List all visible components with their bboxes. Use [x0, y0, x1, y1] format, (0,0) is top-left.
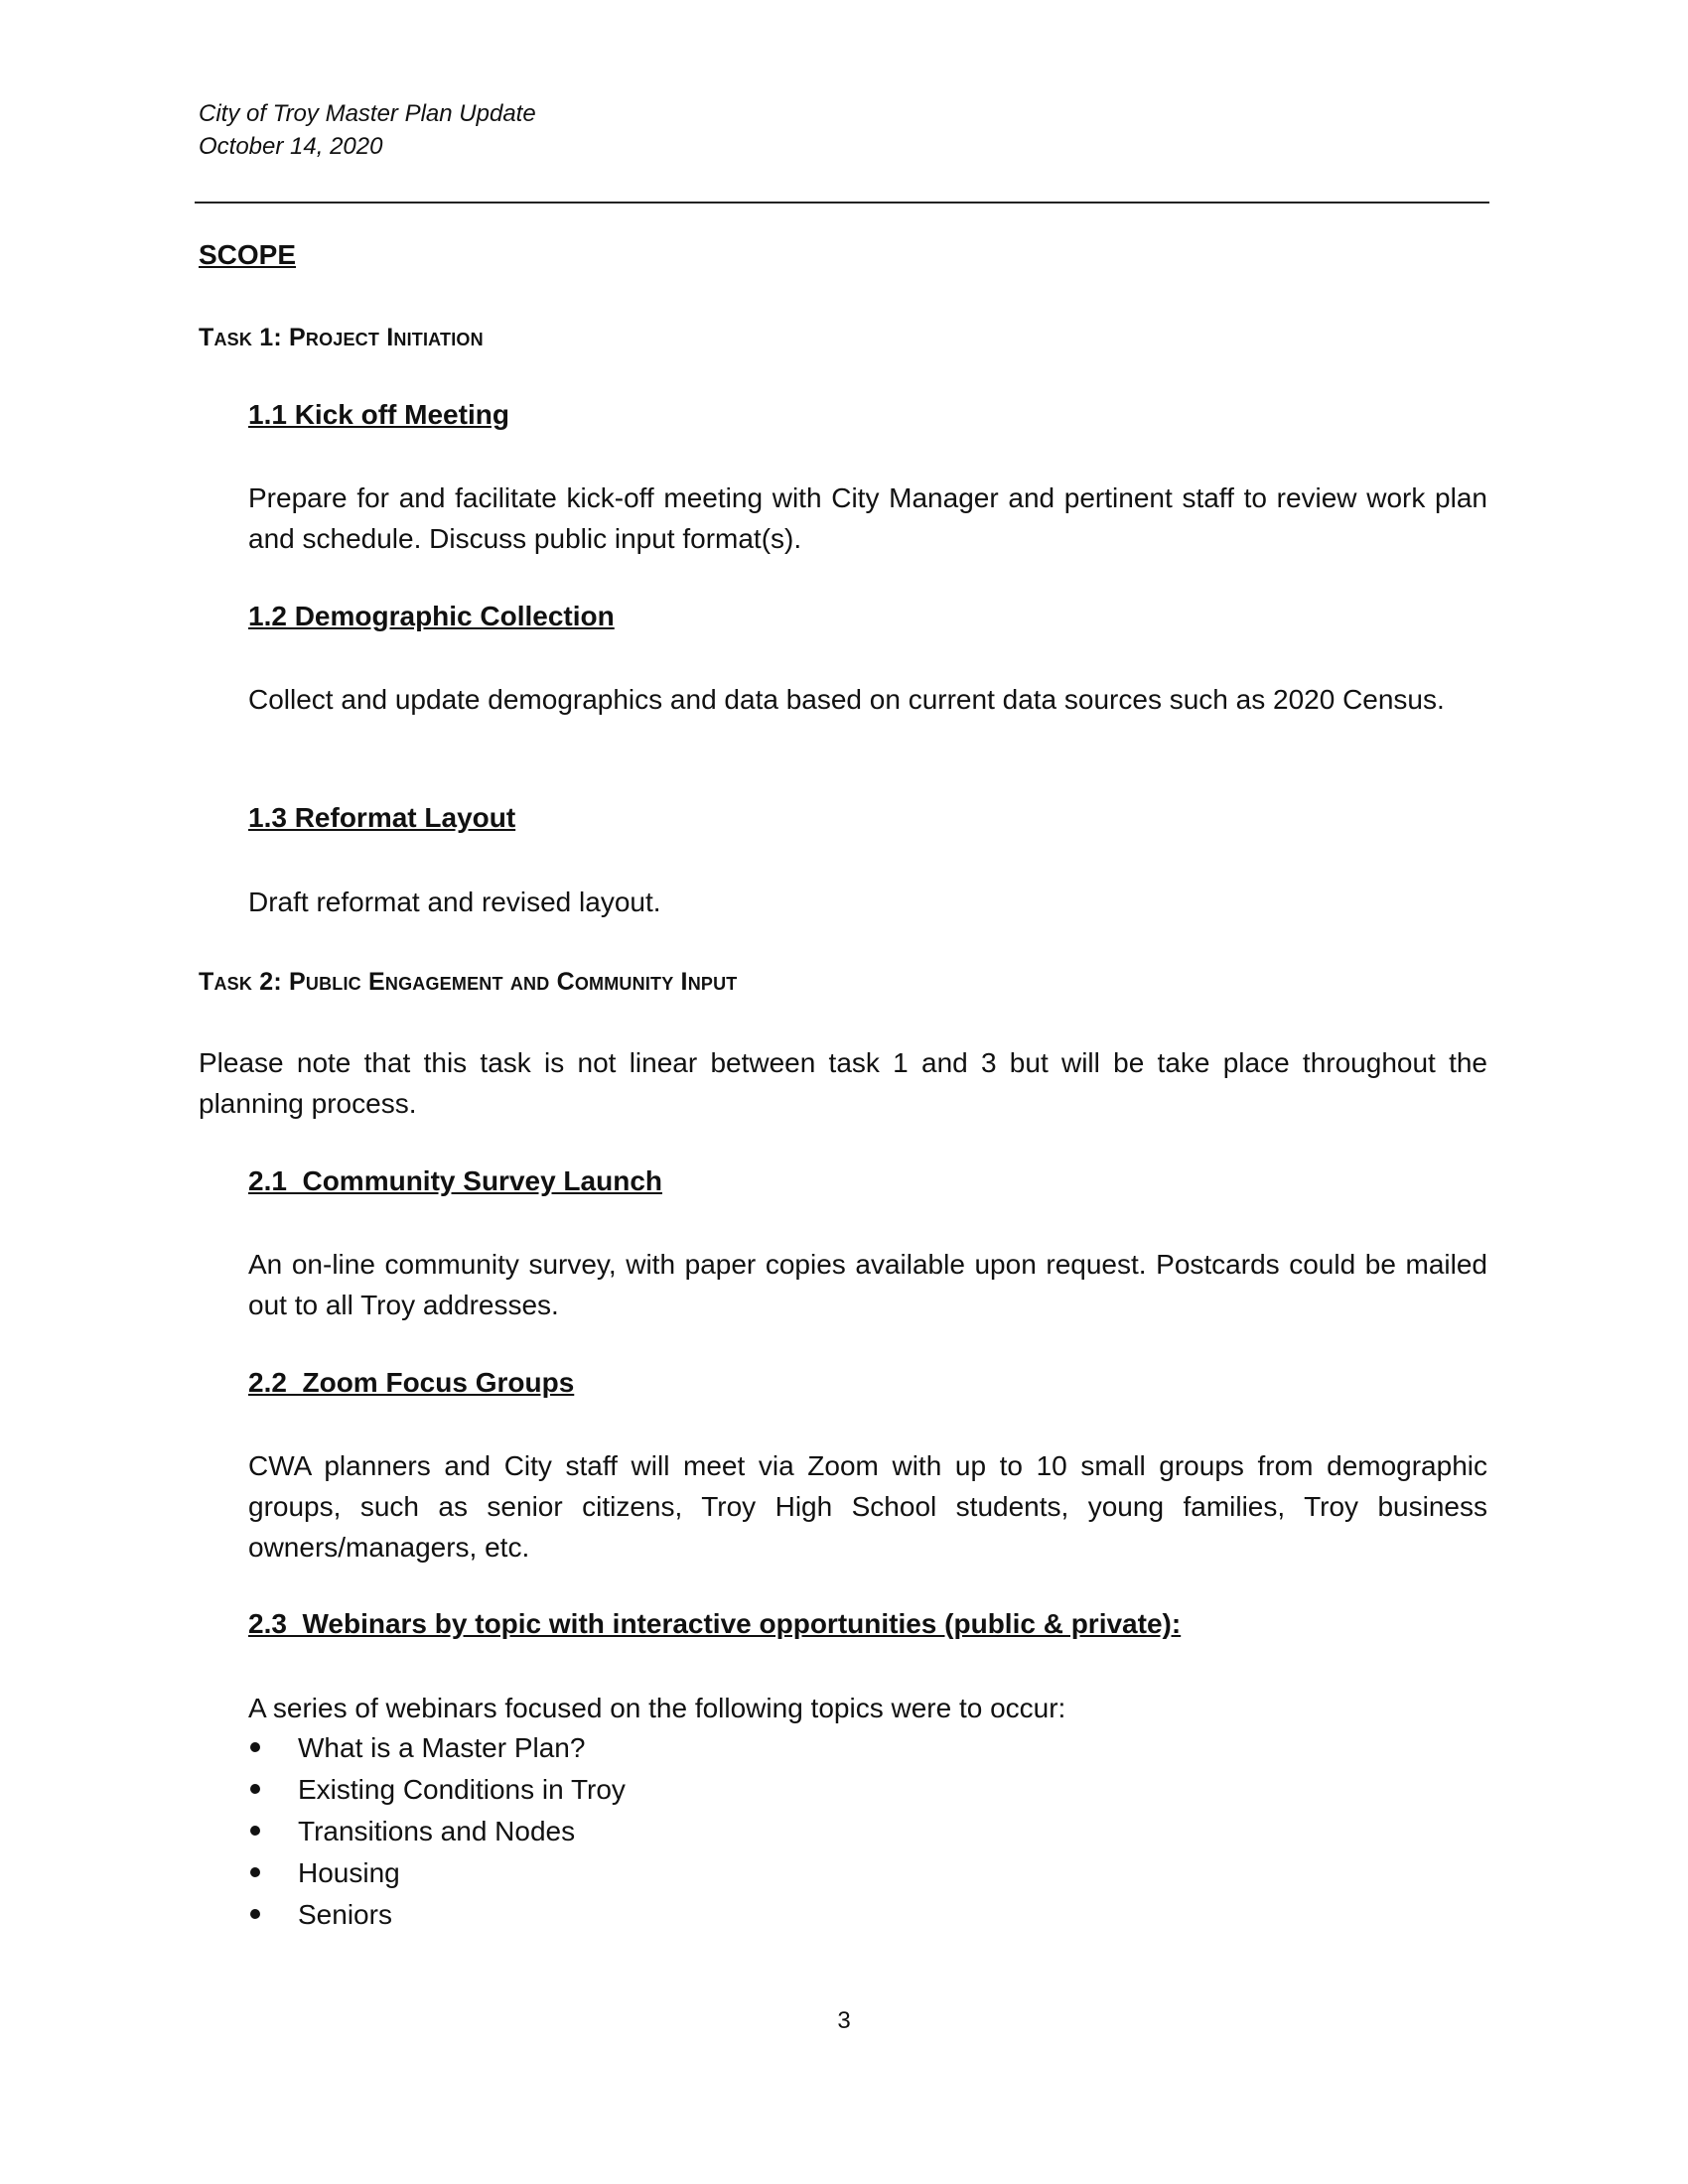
header-divider [195, 202, 1489, 204]
scope-heading: SCOPE [199, 239, 297, 270]
section-2-1-heading: 2.1 Community Survey Launch [248, 1165, 662, 1196]
section-1-1-heading: 1.1 Kick off Meeting [248, 399, 509, 430]
section-1-2-heading: 1.2 Demographic Collection [248, 601, 615, 631]
section-2-2-heading: 2.2 Zoom Focus Groups [248, 1367, 575, 1398]
task-1-heading: Task 1: Project Initiation [199, 324, 484, 351]
section-2-1-body: An on-line community survey, with paper copies available upon request. Postcards could be mailed out to all Troy addresses. [248, 1249, 1487, 1320]
list-item: Seniors [248, 1894, 626, 1936]
section-1-3-body: Draft reformat and revised layout. [248, 887, 661, 917]
task-2-heading: Task 2: Public Engagement and Community Input [199, 968, 738, 996]
bullet-icon [250, 1826, 260, 1836]
page-header [199, 97, 536, 163]
bullet-icon [250, 1867, 260, 1877]
list-item: Transitions and Nodes [248, 1811, 626, 1852]
list-item: Existing Conditions in Troy [248, 1769, 626, 1811]
page-number: 3 [837, 2007, 851, 2034]
section-2-3-heading: 2.3 Webinars by topic with interactive opportunities (public & private): [248, 1608, 1182, 1639]
header-title: City of Troy Master Plan Update [199, 100, 536, 127]
webinar-topics-list [248, 1727, 626, 1936]
bullet-icon [250, 1909, 260, 1919]
task-2-intro: Please note that this task is not linear between task 1 and 3 but will be take place throughout the planning process. [199, 1047, 1487, 1119]
section-2-3-body: A series of webinars focused on the following topics were to occur: [248, 1693, 1066, 1723]
section-1-3-heading: 1.3 Reformat Layout [248, 802, 516, 833]
list-item: What is a Master Plan? [248, 1727, 626, 1769]
list-item: Housing [248, 1852, 626, 1894]
bullet-icon [250, 1742, 260, 1752]
section-1-2-body: Collect and update demographics and data based on current data sources such as 2020 Census. [248, 684, 1445, 715]
bullet-icon [250, 1784, 260, 1794]
section-2-2-body: CWA planners and City staff will meet via Zoom with up to 10 small groups from demographic groups, such as senior citizens, Troy High School students, young families, Troy business owners/managers, etc. [248, 1450, 1487, 1563]
header-date: October 14, 2020 [199, 133, 383, 160]
section-1-1-body: Prepare for and facilitate kick-off meeting with City Manager and pertinent staff to review work plan and schedule. Discuss public input format(s). [248, 482, 1487, 554]
